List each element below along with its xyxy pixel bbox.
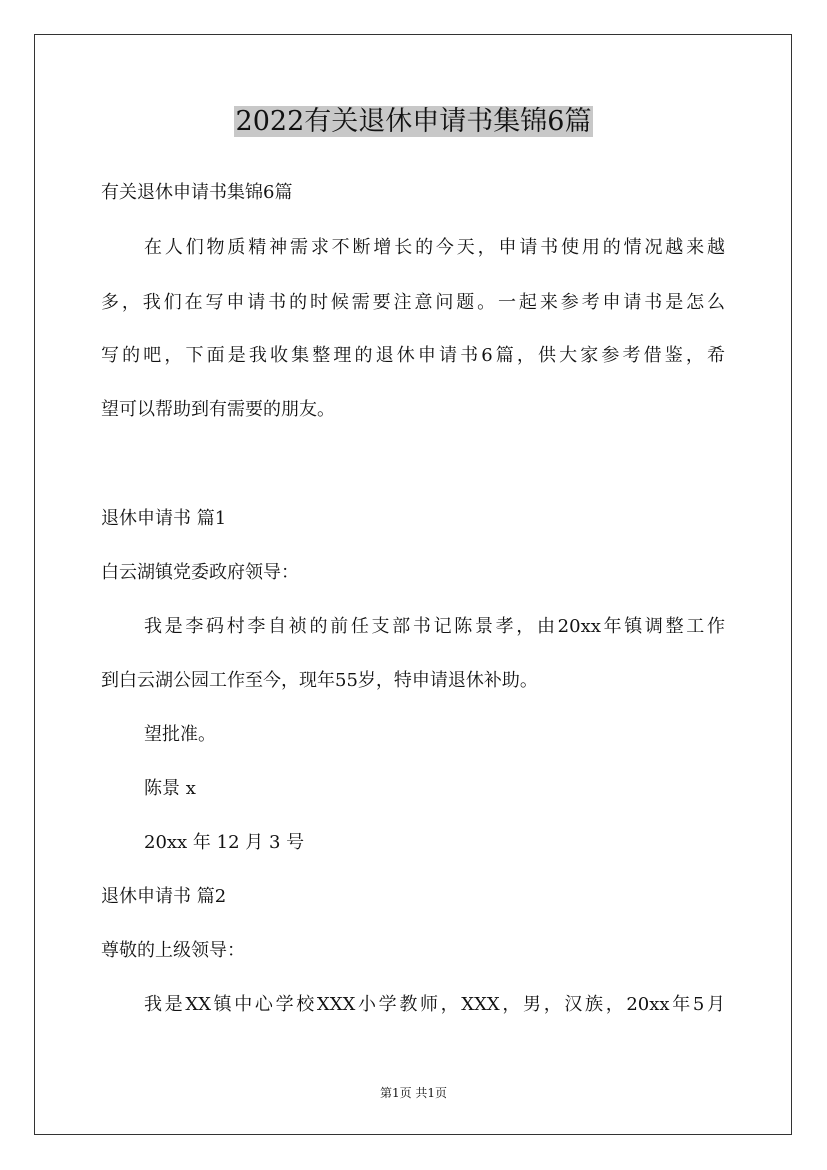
paragraph-line: 到白云湖公园工作至今，现年55岁，特申请退休补助。 bbox=[101, 670, 538, 691]
section-heading: 退休申请书 篇1 bbox=[101, 508, 227, 529]
page-footer: 第1页 共1页 bbox=[379, 1086, 448, 1100]
paragraph-line: 我是李码村李自祯的前任支部书记陈景孝，由20xx年镇调整工作 bbox=[144, 616, 725, 637]
salutation: 尊敬的上级领导： bbox=[101, 940, 245, 961]
subtitle-line: 有关退休申请书集锦6篇 bbox=[101, 182, 293, 203]
date-line: 20xx 年 12 月 3 号 bbox=[144, 832, 305, 853]
paragraph-line: 在人们物质精神需求不断增长的今天，申请书使用的情况越来越 bbox=[144, 237, 725, 258]
paragraph-line: 多，我们在写申请书的时候需要注意问题。一起来参考申请书是怎么 bbox=[101, 292, 725, 313]
salutation: 白云湖镇党委政府领导： bbox=[101, 562, 299, 583]
signature: 陈景 x bbox=[144, 778, 196, 799]
document-title: 2022有关退休申请书集锦6篇 bbox=[235, 106, 592, 137]
paragraph-line: 望可以帮助到有需要的朋友。 bbox=[101, 399, 335, 420]
paragraph-line: 我是XX镇中心学校XXX小学教师，XXX，男，汉族，20xx年5月 bbox=[144, 994, 725, 1015]
closing-line: 望批准。 bbox=[144, 724, 216, 745]
paragraph-line: 写的吧，下面是我收集整理的退休申请书6篇，供大家参考借鉴，希 bbox=[101, 345, 725, 366]
section-heading: 退休申请书 篇2 bbox=[101, 886, 227, 907]
